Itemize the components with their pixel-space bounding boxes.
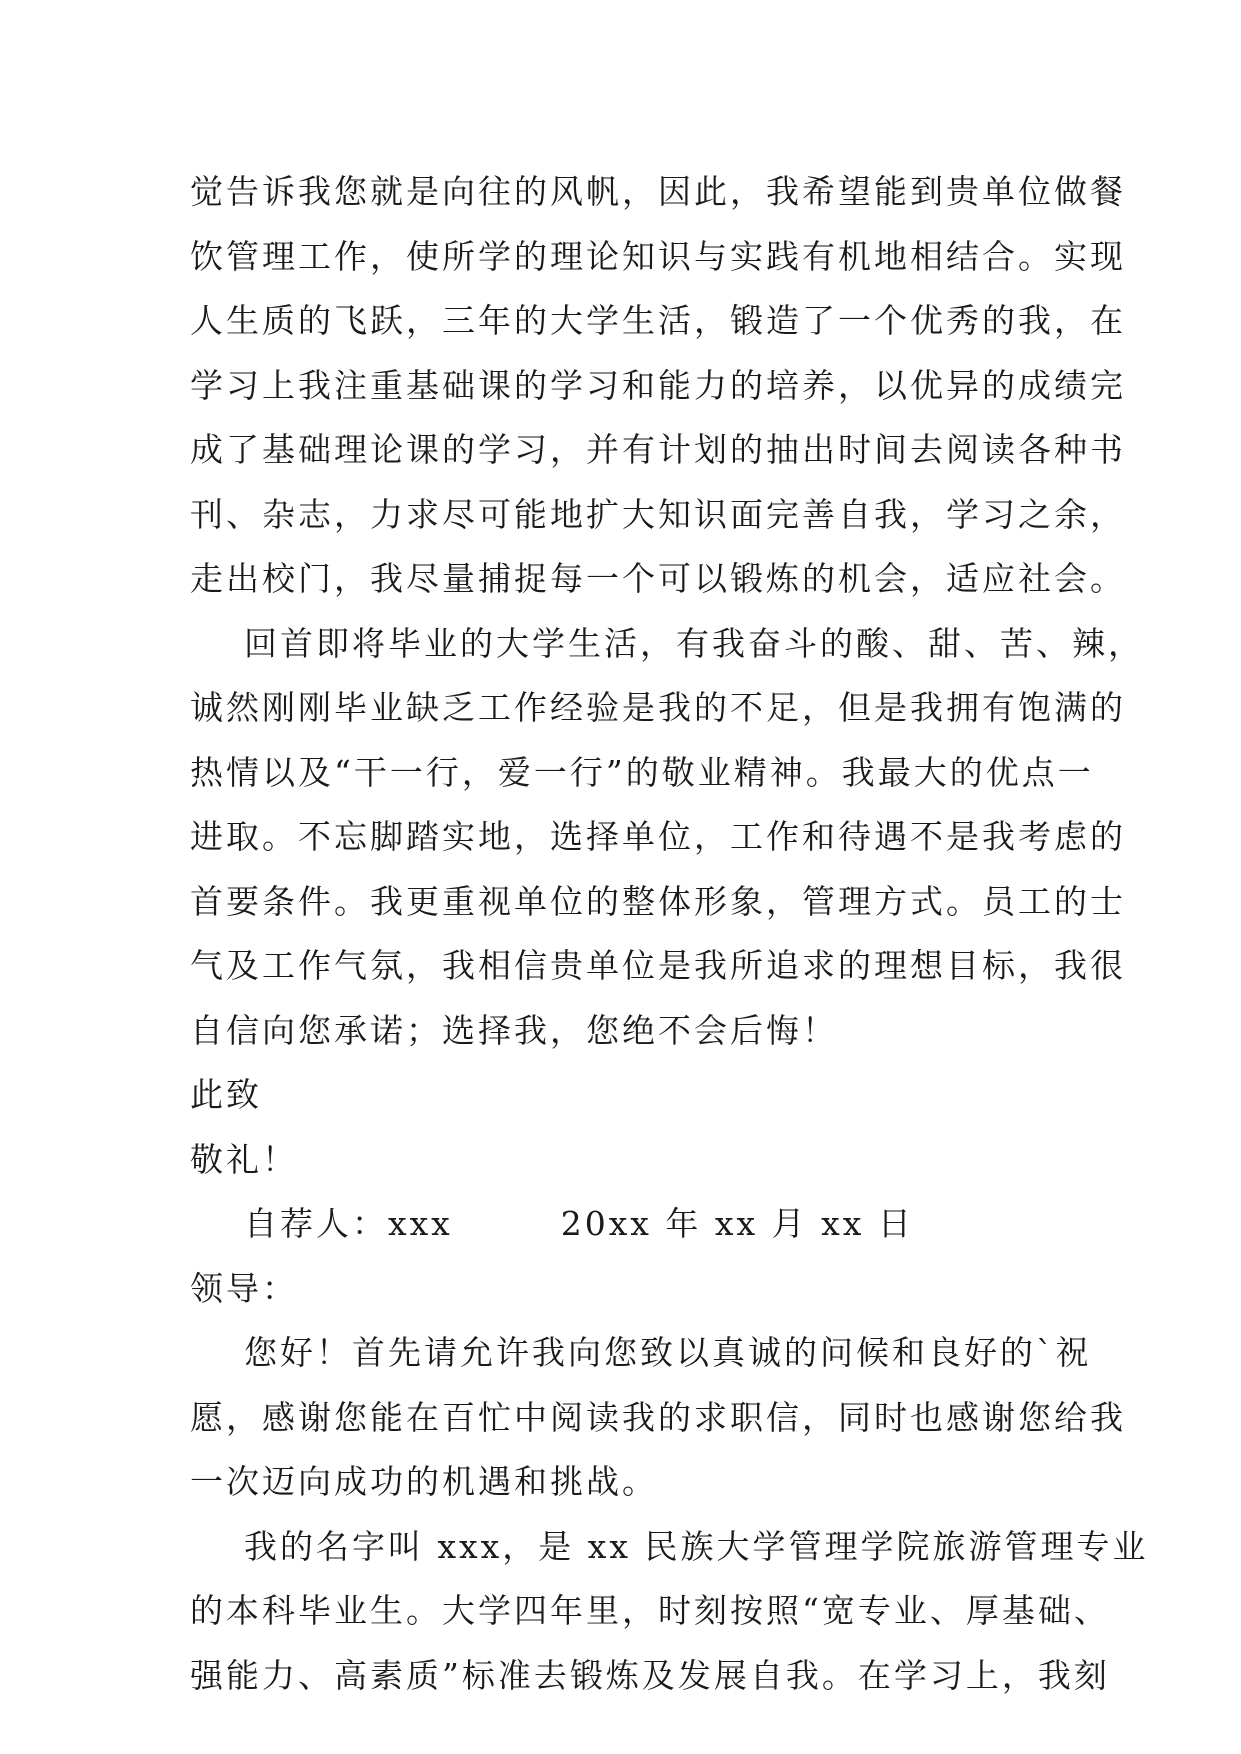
letter-body bbox=[190, 160, 1149, 1708]
text-line: 您好！首先请允许我向您致以真诚的问候和良好的`祝 bbox=[190, 1333, 1092, 1372]
text-line: 饮管理工作，使所学的理论知识与实践有机地相结合。实现 bbox=[190, 236, 1126, 276]
text-line: 的本科毕业生。大学四年里，时刻按照“宽专业、厚基础、 bbox=[190, 1591, 1110, 1630]
text-line: 我的名字叫 xxx，是 xx 民族大学管理学院旅游管理专业 bbox=[190, 1526, 1149, 1566]
text-line: 刊、杂志，力求尽可能地扩大知识面完善自我，学习之余， bbox=[190, 494, 1126, 534]
closing-line: 敬礼！ bbox=[190, 1139, 298, 1179]
text-line: 一次迈向成功的机遇和挑战。 bbox=[190, 1462, 658, 1501]
text-line: 自信向您承诺；选择我，您绝不会后悔！ bbox=[190, 1010, 838, 1050]
text-line: 热情以及“干一行，爱一行”的敬业精神。我最大的优点一 bbox=[190, 752, 1094, 792]
text-line: 进取。不忘脚踏实地，选择单位，工作和待遇不是我考虑的 bbox=[190, 817, 1126, 856]
text-line: 走出校门，我尽量捕捉每一个可以锻炼的机会，适应社会。 bbox=[190, 559, 1126, 598]
signature-line: 自荐人：xxx 20xx 年 xx 月 xx 日 bbox=[190, 1204, 914, 1243]
text-line: 学习上我注重基础课的学习和能力的培养，以优异的成绩完 bbox=[190, 365, 1126, 405]
closing-line: 此致 bbox=[190, 1075, 262, 1114]
text-line: 人生质的飞跃，三年的大学生活，锻造了一个优秀的我，在 bbox=[190, 301, 1126, 340]
text-line: 回首即将毕业的大学生活，有我奋斗的酸、甜、苦、辣， bbox=[190, 623, 1144, 663]
text-line: 诚然刚刚毕业缺乏工作经验是我的不足，但是我拥有饱满的 bbox=[190, 688, 1126, 727]
text-line: 首要条件。我更重视单位的整体形象，管理方式。员工的士 bbox=[190, 881, 1126, 921]
text-line: 强能力、高素质”标准去锻炼及发展自我。在学习上，我刻 bbox=[190, 1655, 1110, 1695]
salutation-line: 领导： bbox=[190, 1268, 298, 1308]
text-line: 气及工作气氛，我相信贵单位是我所追求的理想目标，我很 bbox=[190, 946, 1126, 985]
text-line: 觉告诉我您就是向往的风帆，因此，我希望能到贵单位做餐 bbox=[190, 172, 1126, 211]
text-line: 成了基础理论课的学习，并有计划的抽出时间去阅读各种书 bbox=[190, 430, 1126, 469]
text-line: 愿，感谢您能在百忙中阅读我的求职信，同时也感谢您给我 bbox=[190, 1397, 1126, 1437]
